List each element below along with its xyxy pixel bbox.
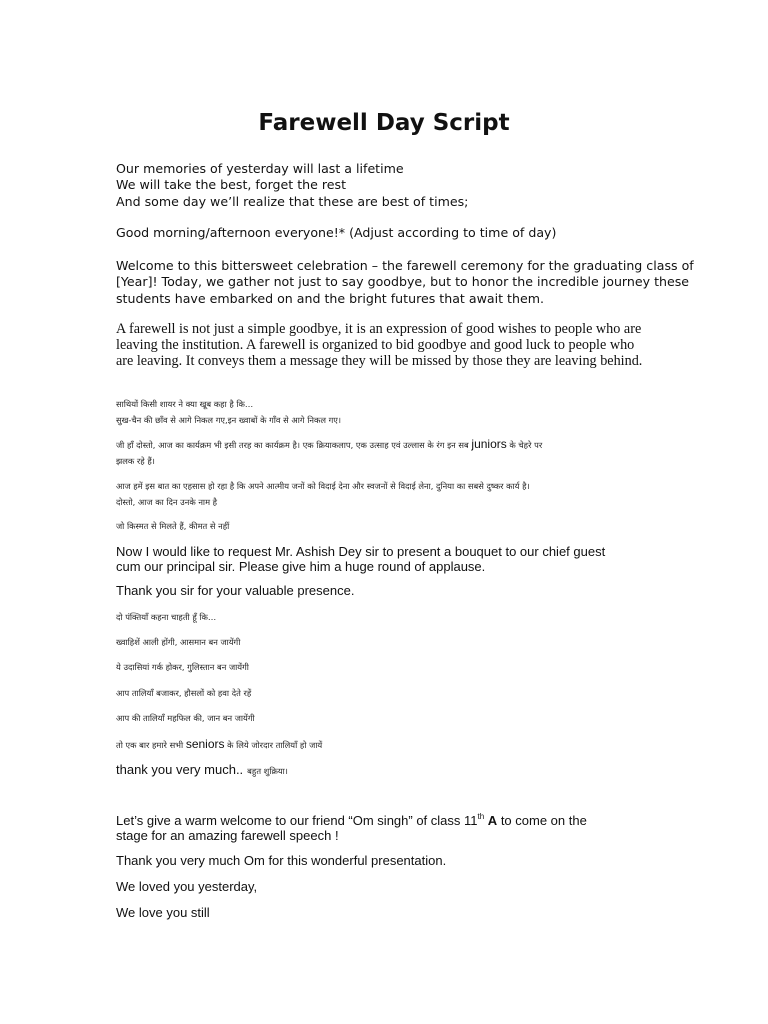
farewell-line: A farewell is not just a simple goodbye, it is an expression of good wishes to people who are bbox=[116, 321, 642, 337]
hindi-poem-line: आप तालियाँ बजाकर, हौसलों को हवा देते रहें bbox=[116, 688, 252, 698]
page-title: Farewell Day Script bbox=[258, 110, 510, 136]
poem-line: And some day we’ll realize that these are best of times; bbox=[116, 193, 469, 209]
thank-om-text: Thank you very much Om for this wonderful presentation. bbox=[116, 853, 447, 868]
farewell-paragraph bbox=[116, 322, 656, 369]
om-welcome-paragraph bbox=[116, 813, 676, 843]
welcome-line: students have embarked on and the bright futures that await them. bbox=[116, 290, 544, 306]
hindi-poem-line: ये उदासियां गर्क होकर, गुलिस्तान बन जायेंगी bbox=[116, 662, 249, 672]
juniors-word: juniors bbox=[471, 437, 507, 451]
hindi-shayari-1 bbox=[116, 396, 656, 428]
greeting-text: Good morning/afternoon everyone!* (Adjust according to time of day) bbox=[116, 225, 557, 240]
hindi-line: झलक रहे हैं। bbox=[116, 456, 155, 466]
om-line bbox=[116, 813, 676, 828]
love-still-text: We love you still bbox=[116, 905, 210, 920]
thank-much-hindi: बहुत शुक्रिया। bbox=[247, 766, 288, 776]
om-section: A bbox=[487, 813, 498, 828]
hindi-paragraph-farewell bbox=[116, 478, 656, 510]
welcome-paragraph bbox=[116, 258, 694, 307]
hindi-line: सुख-चैन की छाँव से आगे निकल गए,इन ख्वाबों के गाँव से आगे निकल गए। bbox=[116, 415, 341, 425]
thank-much-line bbox=[116, 761, 656, 779]
om-text: to come on the bbox=[500, 813, 587, 828]
hindi-poem-line: आप की तालियाँ महफिल की, जान बन जायेंगी bbox=[116, 713, 255, 723]
hindi-line-intro: दो पंक्तियाँ कहना चाहती हूँ कि… bbox=[116, 612, 217, 622]
hindi-seniors-line bbox=[116, 736, 656, 753]
loved-text: We loved you yesterday, bbox=[116, 879, 258, 894]
om-line: stage for an amazing farewell speech ! bbox=[116, 828, 339, 843]
thank-presence-text: Thank you sir for your valuable presence. bbox=[116, 583, 355, 598]
hindi-line bbox=[116, 436, 656, 453]
thank-much-english: thank you very much.. bbox=[116, 762, 244, 777]
hindi-line: साथियों किसी शायर ने क्या खूब कहा है कि… bbox=[116, 399, 254, 409]
poem-line: Our memories of yesterday will last a lifetime bbox=[116, 161, 404, 176]
farewell-line: leaving the institution. A farewell is organized to bid goodbye and good luck to people who bbox=[116, 336, 635, 353]
farewell-line: are leaving. It conveys them a message they will be missed by those they are leaving behind. bbox=[116, 352, 643, 369]
welcome-line: [Year]! Today, we gather not just to say goodbye, but to honor the incredible journey these bbox=[116, 274, 690, 290]
hindi-poem-line: ख्वाहिशें आली होंगी, आसमान बन जायेंगी bbox=[116, 637, 241, 647]
poem-line: We will take the best, forget the rest bbox=[116, 177, 347, 193]
hindi-line-kismat: जो किस्मत से मिलते हैं, कीमत से नहीं bbox=[116, 521, 230, 531]
om-text: Let’s give a warm welcome to our friend “Om singh” of class 11 bbox=[116, 813, 478, 828]
hindi-text: के लिये जोरदार तालियाँ हो जायें bbox=[227, 740, 323, 750]
om-superscript: th bbox=[477, 812, 485, 821]
hindi-line: आज हमें इस बात का एहसास हो रहा है कि अपने आत्मीय जनों को विदाई देना और स्वजनों से विदाई लेना, दुनिया का सबसे दुष्कर कार्य है। bbox=[116, 481, 530, 491]
request-paragraph bbox=[116, 544, 656, 574]
request-line: cum our principal sir. Please give him a huge round of applause. bbox=[116, 559, 486, 574]
opening-poem bbox=[116, 161, 656, 210]
welcome-line: Welcome to this bittersweet celebration – the farewell ceremony for the graduating class of bbox=[116, 258, 694, 273]
seniors-word: seniors bbox=[185, 737, 225, 751]
hindi-text: के चेहरे पर bbox=[509, 440, 543, 450]
hindi-line: दोस्तो, आज का दिन उनके नाम है bbox=[116, 497, 218, 507]
hindi-text: तो एक बार हमारे सभी bbox=[116, 740, 184, 750]
hindi-text: जी हाँ दोस्तो, आज का कार्यक्रम भी इसी तरह का कार्यक्रम है। एक क्रियाकलाप, एक उत्साह एवं उल्लास के रंग इन सब bbox=[116, 440, 469, 450]
request-line: Now I would like to request Mr. Ashish Dey sir to present a bouquet to our chief guest bbox=[116, 544, 606, 559]
hindi-paragraph-juniors bbox=[116, 436, 656, 469]
